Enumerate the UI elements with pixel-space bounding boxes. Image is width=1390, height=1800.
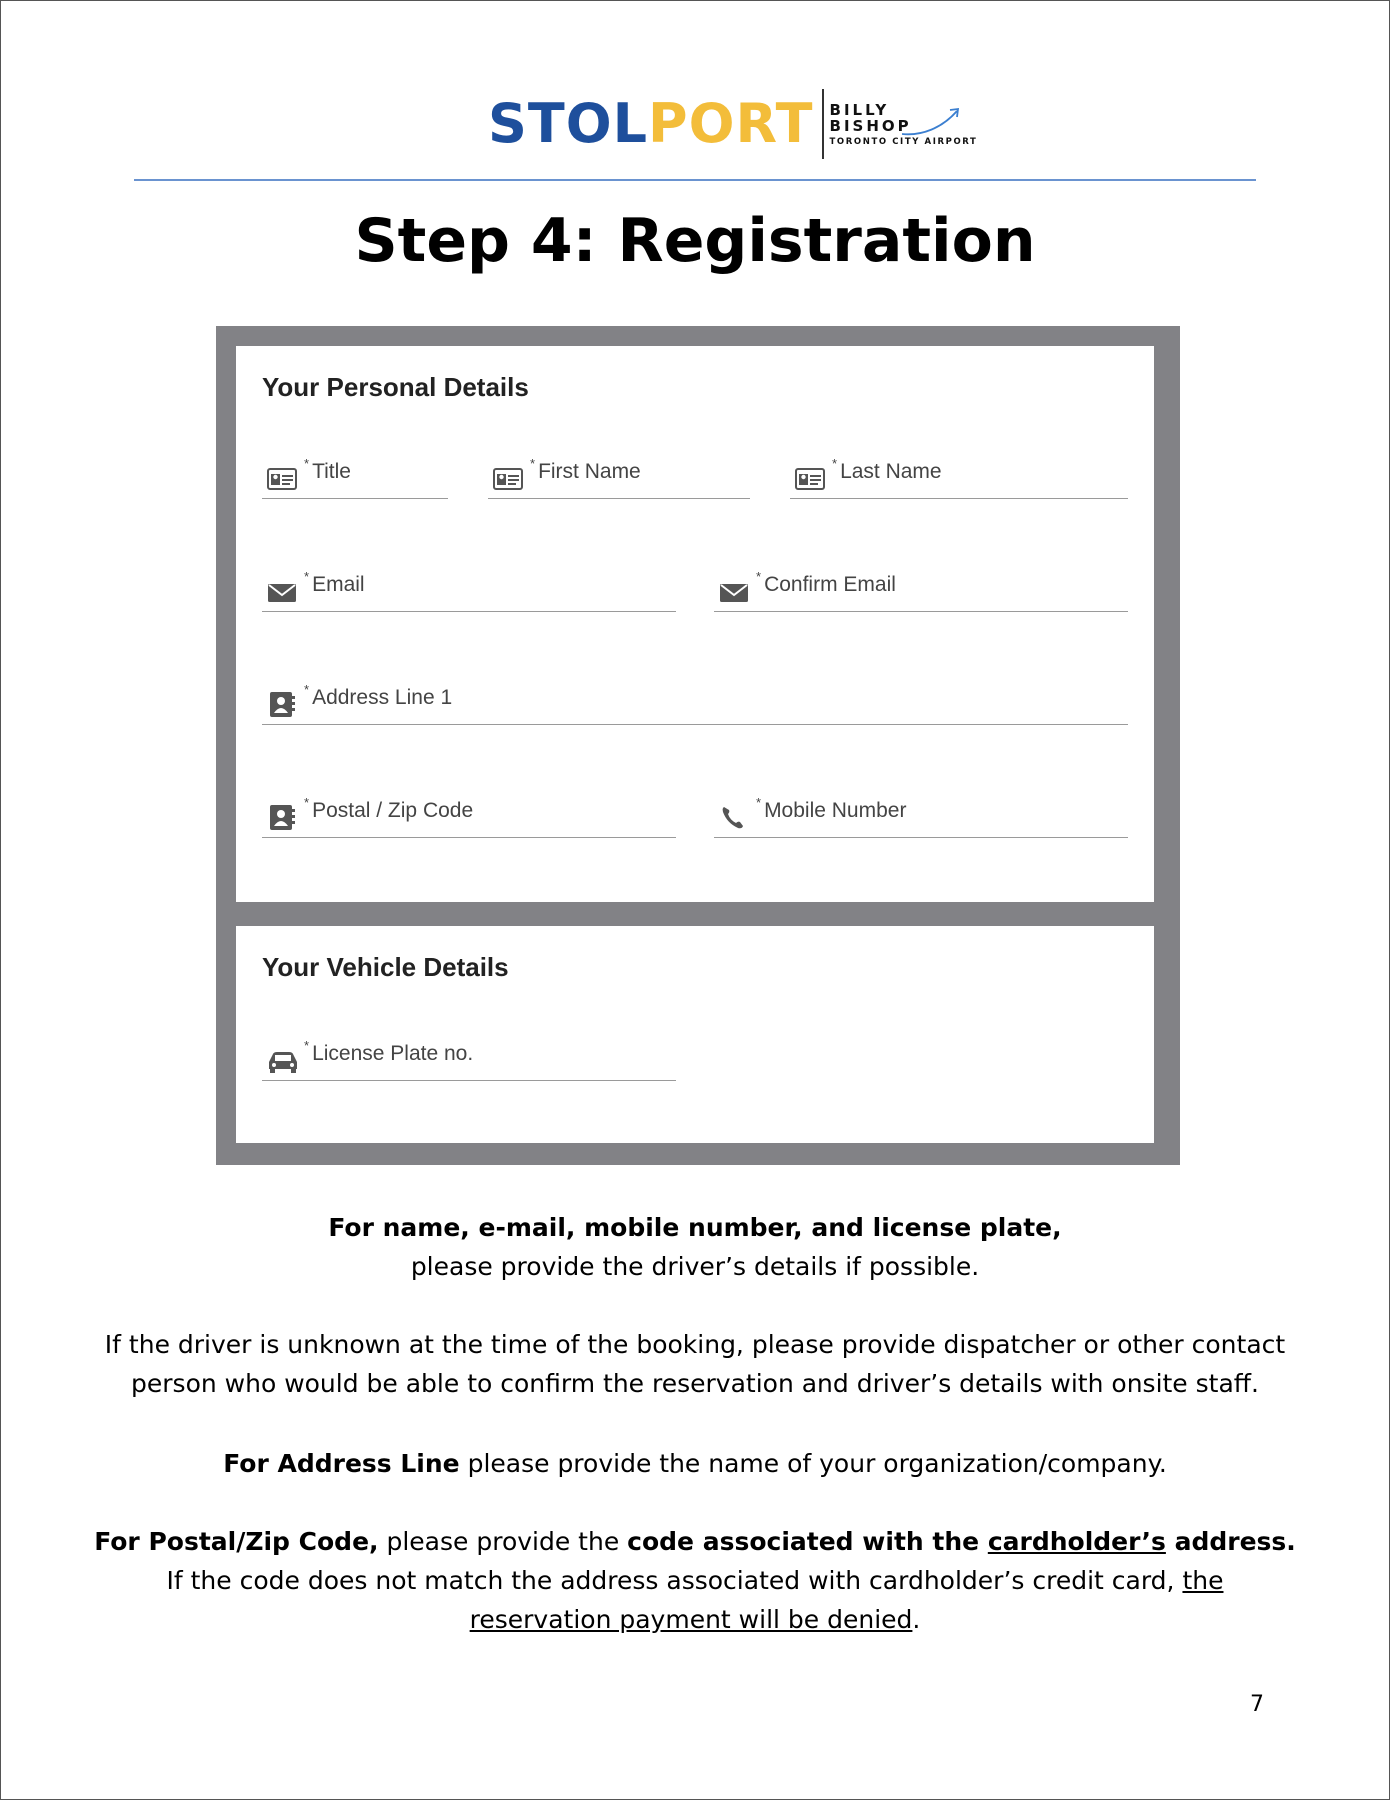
logo-billy: BILLY — [829, 100, 890, 119]
required-marker: * — [304, 1038, 310, 1053]
first-name-field[interactable] — [488, 442, 750, 499]
last-name-label-text: Last Name — [840, 460, 942, 483]
note-postal-code-line2: If the code does not match the address associated with cardholder’s credit card, — [166, 1566, 1183, 1595]
vehicle-details-panel — [236, 926, 1154, 1143]
page-number: 7 — [1250, 1692, 1264, 1717]
note-postal-code-bold: For Postal/Zip Code, — [94, 1527, 379, 1556]
note-unknown-driver-line2: person who would be able to confirm the reservation and driver’s details with onsite staff. — [131, 1369, 1259, 1398]
logo-tagline: TORONTO CITY AIRPORT — [829, 136, 978, 147]
swoosh-arrow-icon — [902, 106, 962, 140]
note-unknown-driver — [0, 1325, 1390, 1403]
address-line-1-label — [304, 682, 453, 710]
logo-port: PORT — [648, 92, 814, 155]
header-rule — [134, 179, 1256, 181]
confirm-email-label — [756, 569, 896, 597]
car-icon — [266, 1046, 300, 1074]
note-postal-code-line2-underline: the — [1182, 1566, 1224, 1595]
email-label-text: Email — [312, 573, 365, 596]
personal-details-panel — [236, 346, 1154, 902]
mobile-number-label-text: Mobile Number — [764, 799, 907, 822]
mobile-number-field[interactable] — [714, 781, 1128, 838]
envelope-icon — [718, 577, 752, 605]
id-card-icon — [492, 464, 526, 492]
note-postal-code — [0, 1522, 1390, 1639]
vehicle-details-heading: Your Vehicle Details — [262, 952, 509, 982]
postal-zip-field[interactable] — [262, 781, 676, 838]
first-name-label-text: First Name — [538, 460, 641, 483]
note-address-line — [0, 1444, 1390, 1483]
page-title: Step 4: Registration — [354, 206, 1036, 276]
title-label — [304, 456, 351, 484]
required-marker: * — [304, 456, 310, 471]
required-marker: * — [832, 456, 838, 471]
first-name-label — [530, 456, 641, 484]
note-postal-code-bold2: code associated with the — [627, 1527, 988, 1556]
note-payment-denied: reservation payment will be denied — [469, 1605, 913, 1634]
required-marker: * — [756, 569, 762, 584]
note-driver-details-text: please provide the driver’s details if possible. — [410, 1252, 980, 1281]
logo-wordmark — [488, 92, 814, 155]
address-line-1-label-text: Address Line 1 — [312, 686, 453, 709]
contact-book-icon — [266, 690, 300, 718]
note-address-line-bold: For Address Line — [223, 1449, 460, 1478]
confirm-email-label-text: Confirm Email — [764, 573, 896, 596]
logo-stol: STOL — [488, 92, 649, 155]
license-plate-field[interactable] — [262, 1024, 676, 1081]
email-label — [304, 569, 365, 597]
note-postal-code-end: . — [912, 1605, 921, 1634]
license-plate-label — [304, 1038, 474, 1066]
required-marker: * — [304, 569, 310, 584]
stolport-logo — [488, 88, 977, 160]
note-postal-code-text: please provide the — [378, 1527, 628, 1556]
confirm-email-field[interactable] — [714, 555, 1128, 612]
required-marker: * — [304, 795, 310, 810]
id-card-icon — [794, 464, 828, 492]
note-driver-details — [0, 1208, 1390, 1286]
note-postal-code-cardholder: cardholder’s — [987, 1527, 1166, 1556]
note-unknown-driver-line1: If the driver is unknown at the time of the booking, please provide dispatcher or other contact — [104, 1330, 1286, 1359]
mobile-number-label — [756, 795, 907, 823]
last-name-field[interactable] — [790, 442, 1128, 499]
title-label-text: Title — [312, 460, 351, 483]
postal-zip-label — [304, 795, 474, 823]
note-driver-details-bold: For name, e-mail, mobile number, and license plate, — [328, 1213, 1062, 1242]
email-field[interactable] — [262, 555, 676, 612]
required-marker: * — [530, 456, 536, 471]
billy-bishop-logo — [830, 102, 978, 147]
postal-zip-label-text: Postal / Zip Code — [312, 799, 474, 822]
id-card-icon — [266, 464, 300, 492]
address-line-1-field[interactable] — [262, 668, 1128, 725]
contact-book-icon — [266, 803, 300, 831]
last-name-label — [832, 456, 942, 484]
envelope-icon — [266, 577, 300, 605]
note-address-line-text: please provide the name of your organization/company. — [459, 1449, 1167, 1478]
logo-divider — [822, 89, 824, 159]
title-field[interactable] — [262, 442, 448, 499]
registration-form-screenshot — [216, 326, 1180, 1165]
personal-details-heading: Your Personal Details — [262, 372, 529, 402]
license-plate-label-text: License Plate no. — [312, 1042, 474, 1065]
required-marker: * — [304, 682, 310, 697]
phone-icon — [718, 803, 752, 831]
logo-bishop: BISHOP — [829, 116, 912, 135]
note-postal-code-bold3: address. — [1165, 1527, 1296, 1556]
required-marker: * — [756, 795, 762, 810]
